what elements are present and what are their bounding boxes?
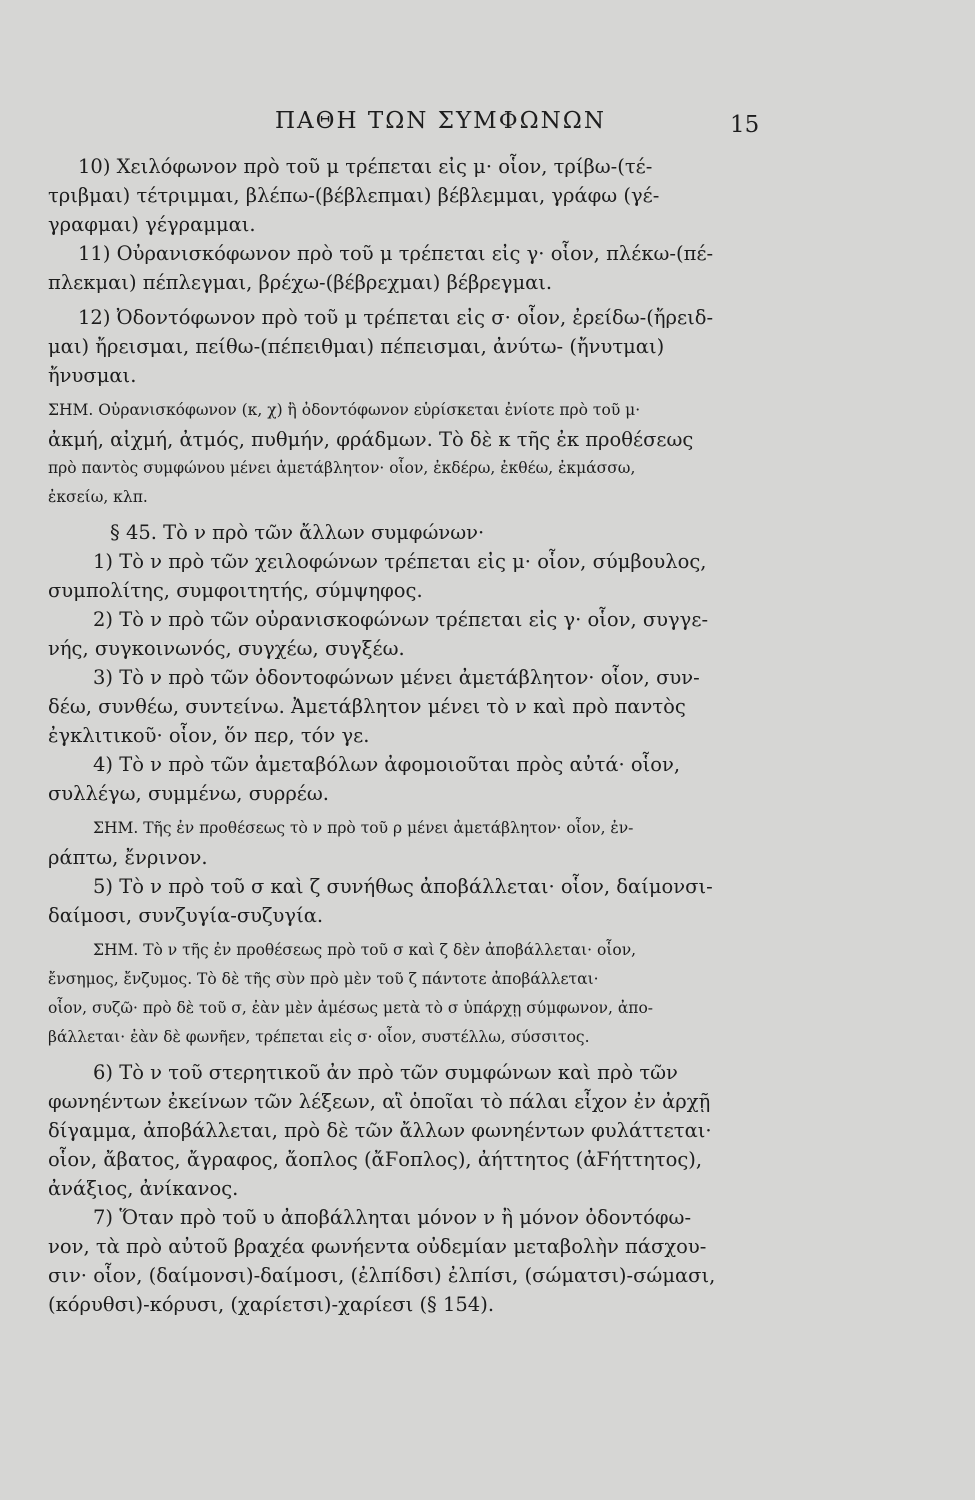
- text-line: ἐκσείω, κλπ.: [48, 488, 148, 506]
- text-line: 4) Τὸ ν πρὸ τῶν ἀμεταβόλων ἀφομοιοῦται πρὸς αὐτά· οἷον,: [93, 753, 681, 776]
- text-line: ράπτω, ἔνρινον.: [48, 846, 208, 869]
- text-line: 10) Χειλόφωνον πρὸ τοῦ μ τρέπεται εἰς μ· οἷον, τρίβω-(τέ-: [78, 155, 653, 178]
- page-number: 15: [730, 112, 760, 138]
- text-line: δέω, συνθέω, συντείνω. Ἀμετάβλητον μένει τὸ ν καὶ πρὸ παντὸς: [48, 695, 686, 718]
- text-line: γραφμαι) γέγραμμαι.: [48, 213, 256, 236]
- text-line: συλλέγω, συμμένω, συρρέω.: [48, 782, 329, 805]
- text-line: 5) Τὸ ν πρὸ τοῦ σ καὶ ζ συνήθως ἀποβάλλεται· οἷον, δαίμονσι-: [93, 875, 713, 898]
- text-line: (κόρυθσι)-κόρυσι, (χαρίετσι)-χαρίεσι (§ 154).: [48, 1293, 495, 1316]
- text-line: ΣΗΜ. Τὸ ν τῆς ἐν προθέσεως πρὸ τοῦ σ καὶ ζ δὲν ἀποβάλλεται· οἷον,: [93, 941, 637, 959]
- text-line: πλεκμαι) πέπλεγμαι, βρέχω-(βέβρεχμαι) βέβρεγμαι.: [48, 271, 553, 294]
- text-line: νής, συγκοινωνός, συγχέω, συγξέω.: [48, 637, 405, 660]
- text-line: σιν· οἷον, (δαίμονσι)-δαίμοσι, (ἐλπίδσι) ἐλπίσι, (σώματσι)-σώμασι,: [48, 1264, 716, 1287]
- text-line: ΣΗΜ. Οὐρανισκόφωνον (κ, χ) ἢ ὀδοντόφωνον εὑρίσκεται ἐνίοτε πρὸ τοῦ μ·: [48, 401, 641, 419]
- text-line: 12) Ὀδοντόφωνον πρὸ τοῦ μ τρέπεται εἰς σ· οἷον, ἐρείδω-(ἤρειδ-: [78, 306, 714, 329]
- text-line: βάλλεται· ἐὰν δὲ φωνῆεν, τρέπεται εἰς σ· οἷον, συστέλλω, σύσσιτος.: [48, 1028, 590, 1046]
- body-text: [48, 152, 758, 1319]
- text-line: 11) Οὐρανισκόφωνον πρὸ τοῦ μ τρέπεται εἰς γ· οἷον, πλέκω-(πέ-: [78, 242, 714, 265]
- text-line: νον, τὰ πρὸ αὐτοῦ βραχέα φωνήεντα οὐδεμίαν μεταβολὴν πάσχου-: [48, 1235, 707, 1258]
- text-line: τριβμαι) τέτριμμαι, βλέπω-(βέβλεπμαι) βέβλεμμαι, γράφω (γέ-: [48, 184, 660, 207]
- text-line: ΣΗΜ. Τῆς ἐν προθέσεως τὸ ν πρὸ τοῦ ρ μένει ἀμετάβλητον· οἷον, ἐν-: [93, 819, 634, 837]
- text-line: φωνηέντων ἐκείνων τῶν λέξεων, αἳ ὁποῖαι τὸ πάλαι εἶχον ἐν ἀρχῇ: [48, 1090, 711, 1113]
- text-line: οἷον, ἄβατος, ἄγραφος, ἄοπλος (ἄϜοπλος), ἀήττητος (ἀϜήττητος),: [48, 1148, 703, 1171]
- text-line: δαίμοσι, συνζυγία-συζυγία.: [48, 904, 324, 927]
- text-line: 7) Ὅταν πρὸ τοῦ υ ἀποβάλληται μόνον ν ἢ μόνον ὀδοντόφω-: [93, 1206, 692, 1229]
- text-line: μαι) ἤρεισμαι, πείθω-(πέπειθμαι) πέπεισμαι, ἀνύτω- (ἤνυτμαι): [48, 335, 665, 358]
- text-line: ἀκμή, αἰχμή, ἀτμός, πυθμήν, φράδμων. Τὸ δὲ κ τῆς ἐκ προθέσεως: [48, 428, 694, 451]
- text-line: ἐγκλιτικοῦ· οἷον, ὅν περ, τόν γε.: [48, 724, 370, 747]
- text-line: πρὸ παντὸς συμφώνου μένει ἀμετάβλητον· οἷον, ἐκδέρω, ἐκθέω, ἐκμάσσω,: [48, 459, 636, 477]
- text-line: 2) Τὸ ν πρὸ τῶν οὐρανισκοφώνων τρέπεται εἰς γ· οἷον, συγγε-: [93, 608, 709, 631]
- page-header: [0, 108, 975, 148]
- text-line: οἷον, συζῶ· πρὸ δὲ τοῦ σ, ἐὰν μὲν ἀμέσως μετὰ τὸ σ ὑπάρχῃ σύμφωνον, ἀπο-: [48, 999, 654, 1017]
- text-line: συμπολίτης, συμφοιτητής, σύμψηφος.: [48, 579, 423, 602]
- text-line: ἔνσημος, ἔνζυμος. Τὸ δὲ τῆς σὺν πρὸ μὲν τοῦ ζ πάντοτε ἀποβάλλεται·: [48, 970, 599, 988]
- text-line: 6) Τὸ ν τοῦ στερητικοῦ ἀν πρὸ τῶν συμφώνων καὶ πρὸ τῶν: [93, 1061, 678, 1084]
- text-line: δίγαμμα, ἀποβάλλεται, πρὸ δὲ τῶν ἄλλων φωνηέντων φυλάττεται·: [48, 1119, 712, 1142]
- section-heading: § 45. Τὸ ν πρὸ τῶν ἄλλων συμφώνων·: [110, 521, 485, 544]
- text-line: 3) Τὸ ν πρὸ τῶν ὀδοντοφώνων μένει ἀμετάβλητον· οἷον, συν-: [93, 666, 700, 689]
- text-line: ἀνάξιος, ἀνίκανος.: [48, 1177, 239, 1200]
- running-title: ΠΑΘΗ ΤΩΝ ΣΥΜΦΩΝΩΝ: [275, 108, 606, 134]
- text-line: 1) Τὸ ν πρὸ τῶν χειλοφώνων τρέπεται εἰς μ· οἷον, σύμβουλος,: [93, 550, 707, 573]
- text-line: ἤνυσμαι.: [48, 364, 137, 387]
